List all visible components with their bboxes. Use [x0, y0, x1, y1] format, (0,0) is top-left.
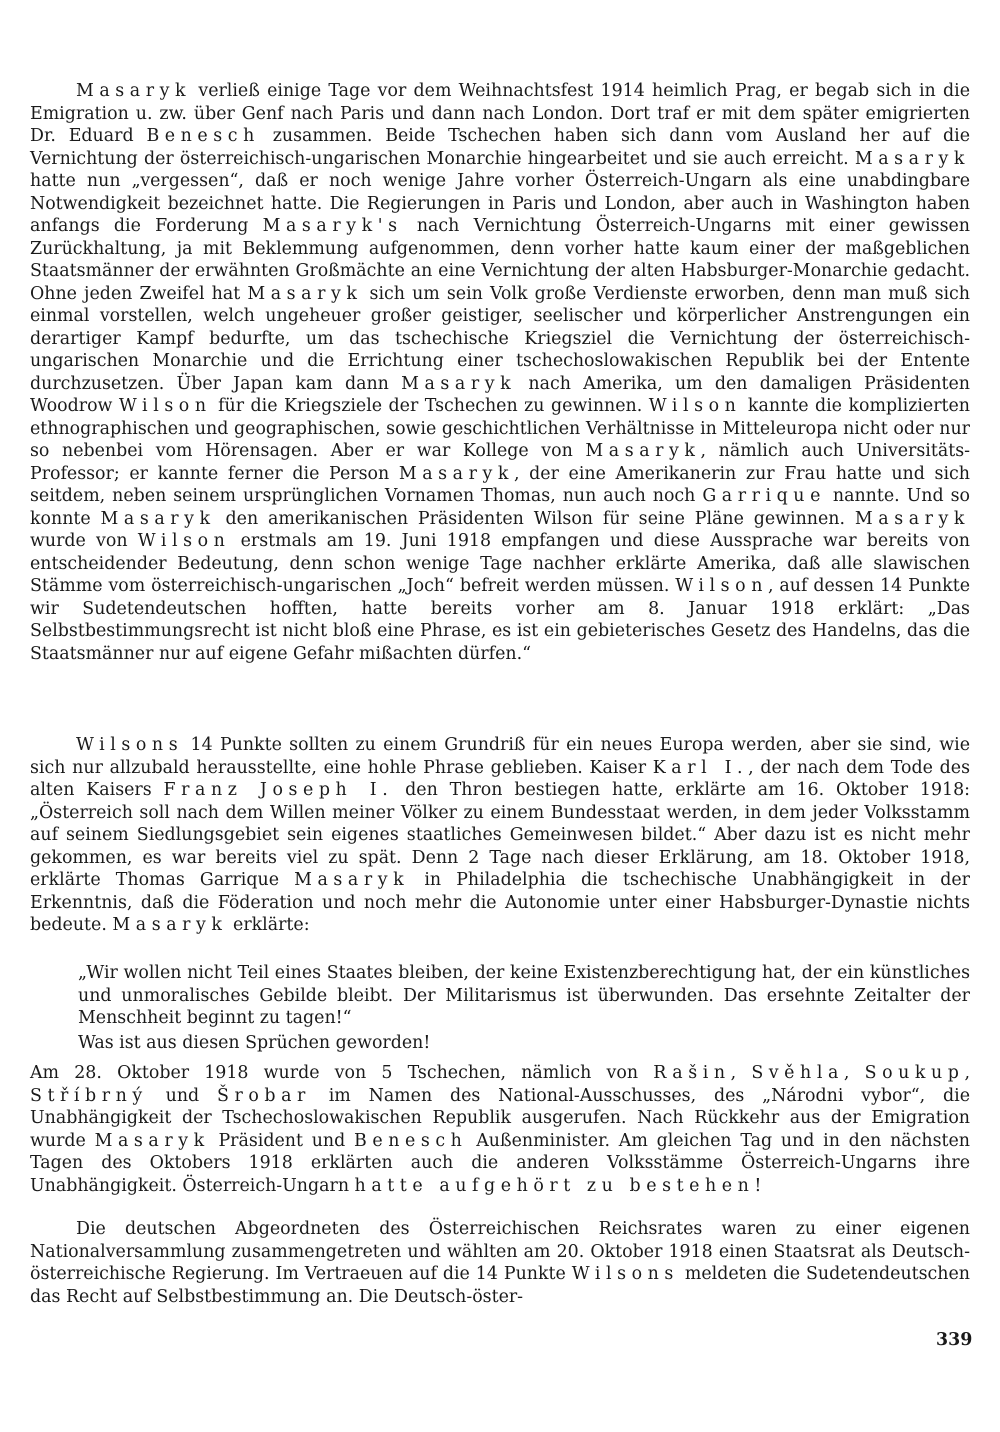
quote-comment: Was ist aus diesen Sprüchen geworden!: [78, 1033, 431, 1053]
name-soukup: Soukup: [864, 1063, 965, 1083]
text-run: nannte. Und so konnte: [30, 486, 970, 529]
text-run: erklärte:: [227, 915, 310, 935]
name-masaryk: Masaryk: [854, 148, 970, 169]
text-run: Präsident und: [209, 1130, 355, 1151]
text-run: nach Amerika, um den damaligen Präsidenten Woodrow: [30, 373, 970, 416]
name-masaryk: Masaryk: [76, 81, 192, 101]
name-wilson: Wilson: [675, 576, 768, 596]
text-run: meldeten die Sudetendeutschen das Recht auf Selbstbestimmung an. Die Deutsch-öster-: [30, 1264, 970, 1307]
quotation: „Wir wollen nicht Teil eines Staates bleiben, der keine Existenzberechtigung hat, der ein künstliches und unmoralisches Gebilde bleibt. Der Militarismus ist überwunden. Das ersehnte Zeitalter der Menschheit beginnt zu tagen!“: [78, 963, 970, 1028]
name-benesch: Benesch: [354, 1130, 468, 1151]
paragraph-4: [30, 1218, 970, 1308]
name-franz-joseph: Franz Joseph I.: [163, 780, 394, 800]
text-run: und: [147, 1085, 217, 1106]
text-run: hatte nun „vergessen“, daß er noch wenige Jahre vorher Österreich-Ungarn als eine unabdingbare Notwendigkeit bezeichnet hatte. Die Regierungen in Paris und London, aber auch in Washington haben anfangs die Forderung: [30, 171, 970, 236]
name-wilson: Wilsons: [76, 735, 184, 755]
name-benesch: Benesch: [146, 126, 260, 146]
text-run: wurde von: [30, 531, 138, 551]
emphasis-phrase: hatte aufgehört zu bestehen!: [354, 1175, 767, 1196]
name-masaryk: Masaryk: [94, 1130, 210, 1151]
text-run: Am 28. Oktober 1918 wurde von 5 Tschechen, nämlich von: [30, 1063, 654, 1083]
name-srobar: Šrobar: [216, 1085, 311, 1106]
text-run: ,: [964, 1063, 971, 1083]
text-run: , der eine Amerikanerin zur Frau hatte und sich seitdem, neben seinem ursprünglichen Vornamen Thomas, nun auch noch: [30, 463, 970, 506]
paragraph-3: [30, 1062, 970, 1197]
text-run: 14 Punkte sollten zu einem Grundriß für ein neues Europa werden, aber sie sind, wie sich nur allzubald herausstellte, eine hohle Phrase geblieben. Kaiser: [30, 735, 970, 778]
name-wilson: Wilsons: [571, 1264, 679, 1284]
text-run: im Namen des National-Ausschusses, des „Národni vybor“, die Unabhängigkeit der Tschechoslowakischen Republik ausgerufen. Nach Rückkehr aus der Emigration wurde: [30, 1085, 970, 1151]
name-masaryk: Masaryk: [100, 508, 216, 529]
name-wilson: Wilson: [137, 531, 231, 551]
name-garrique: Garrique: [702, 486, 826, 506]
text-run: , der nach dem Tode des alten Kaisers: [30, 757, 970, 800]
text-run: kannte die komplizierten ethnographischen und geographischen, sowie geschichtlichen Verhältnisse in Mitteleuropa nicht oder nur so nebenbei vom Hörensagen. Aber er war Kollege von: [30, 396, 971, 461]
name-masaryk: Masaryk: [854, 508, 971, 529]
text-run: Außenminister. Am gleichen Tag und in den nächsten Tagen des Oktobers 1918 erklärten auch die anderen Volksstämme Österreich-Ungarns ihre Unabhängigkeit. Österreich-Ungarn: [30, 1130, 970, 1196]
text-run: für die Kriegsziele der Tschechen zu gewinnen.: [211, 396, 649, 416]
name-wilson: Wilson: [118, 396, 212, 416]
name-masaryk: Masaryk: [247, 283, 363, 304]
name-masaryk: Masaryk: [294, 870, 410, 890]
name-masaryk: Masaryk: [585, 441, 701, 461]
name-rasin: Rašin: [653, 1063, 731, 1083]
text-run: sich um sein Volk große Verdienste erworben, denn man muß sich einmal vorstellen, welch ungeheuer großer geistiger, seelischer und körperlicher Anstrengungen ein derartiger Kampf bedurfte, um das tschechische Kriegsziel die Vernichtung der österreichisch-ungarischen Monarchie und die Errichtung einer tschechoslowakischen Republik bei der Entente durchzusetzen. Über Japan kam dann: [30, 283, 970, 394]
text-run: erstmals am 19. Juni 1918 empfangen und diese Aussprache war bereits von entscheidender Bedeutung, denn schon wenige Tage nachher erklärte Amerika, daß alle slawischen Stämme vom österreichisch-ungarischen „Joch“ befreit werden müssen.: [30, 531, 970, 596]
name-wilson: Wilson: [648, 396, 742, 416]
name-masaryk: Masaryk: [401, 373, 517, 394]
paragraph-2: [30, 734, 970, 937]
text-run: den amerikanischen Präsidenten Wilson für seine Pläne gewinnen.: [215, 508, 855, 529]
text-run: , nämlich auch Universitäts-Professor; er kannte ferner die Person: [30, 441, 971, 484]
text-run: nach Vernichtung Österreich-Ungarns mit einer gewissen Zurückhaltung, ja mit Beklemmung aufgenommen, denn vorher hatte kaum einer der maßgeblichen Staatsmänner der erwähnten Großmächte an eine Vernichtung der alten Habsburger-Monarchie gedacht. Ohne jeden Zweifel hat: [30, 216, 970, 304]
name-masaryk: Masaryk's: [262, 216, 403, 236]
name-karl: Karl I.: [652, 757, 749, 778]
name-masaryk: Masaryk: [398, 463, 514, 484]
text-run: den Thron bestiegen hatte, erklärte am 16. Oktober 1918: „Österreich soll nach dem Willen meiner Völker zu einem Bundesstaat werden, in dem jeder Volksstamm auf seinem Siedlungsgebiet sein eigenes staatliches Gemeinwesen bildet.“ Aber dazu ist es nicht mehr gekommen, es war bereits viel zu spät. Denn 2 Tage nach dieser Erklärung, am 18. Oktober 1918, erklärte Thomas Garrique: [30, 780, 970, 890]
text-run: ,: [843, 1063, 865, 1083]
text-run: Die deutschen Abgeordneten des Österreichischen Reichsrates waren zu einer eigenen Nationalversammlung zusammengetreten und wählten am 20. Oktober 1918 einen Staatsrat als Deutsch-österreichische Regierung. Im Vertraeuen auf die 14 Punkte: [30, 1219, 970, 1284]
name-stribrny: Stříbrný: [30, 1085, 148, 1106]
text-run: zusammen. Beide Tschechen haben sich dann vom Ausland her auf die Vernichtung der österreichisch-ungarischen Monarchie hingearbeitet und sie auch erreicht.: [30, 126, 970, 169]
text-run: in Philadelphia die tschechische Unabhängigkeit in der Erkenntnis, daß die Föderation und noch mehr die Autonomie unter einer Habsburger-Dynastie nichts bedeute.: [30, 870, 970, 935]
name-masaryk: Masaryk: [112, 915, 228, 935]
text-run: verließ einige Tage vor dem Weihnachtsfest 1914 heimlich Prag, er begab sich in die Emigration u. zw. über Genf nach Paris und dann nach London. Dort traf er mit dem später emigrierten Dr. Eduard: [30, 81, 970, 146]
page-number: 339: [936, 1330, 973, 1350]
name-svehla: Svěhla: [751, 1063, 844, 1083]
text-run: ,: [730, 1063, 752, 1083]
paragraph-1: [30, 80, 970, 665]
text-run: , auf dessen 14 Punkte wir Sudetendeutschen hofften, hatte bereits vorher am 8. Januar 1918 erklärt: „Das Selbstbestimmungsrecht ist nicht bloß eine Phrase, es ist ein gebieterisches Gesetz des Handelns, das die Staatsmänner nur auf eigene Gefahr mißachten dürfen.“: [30, 576, 970, 664]
